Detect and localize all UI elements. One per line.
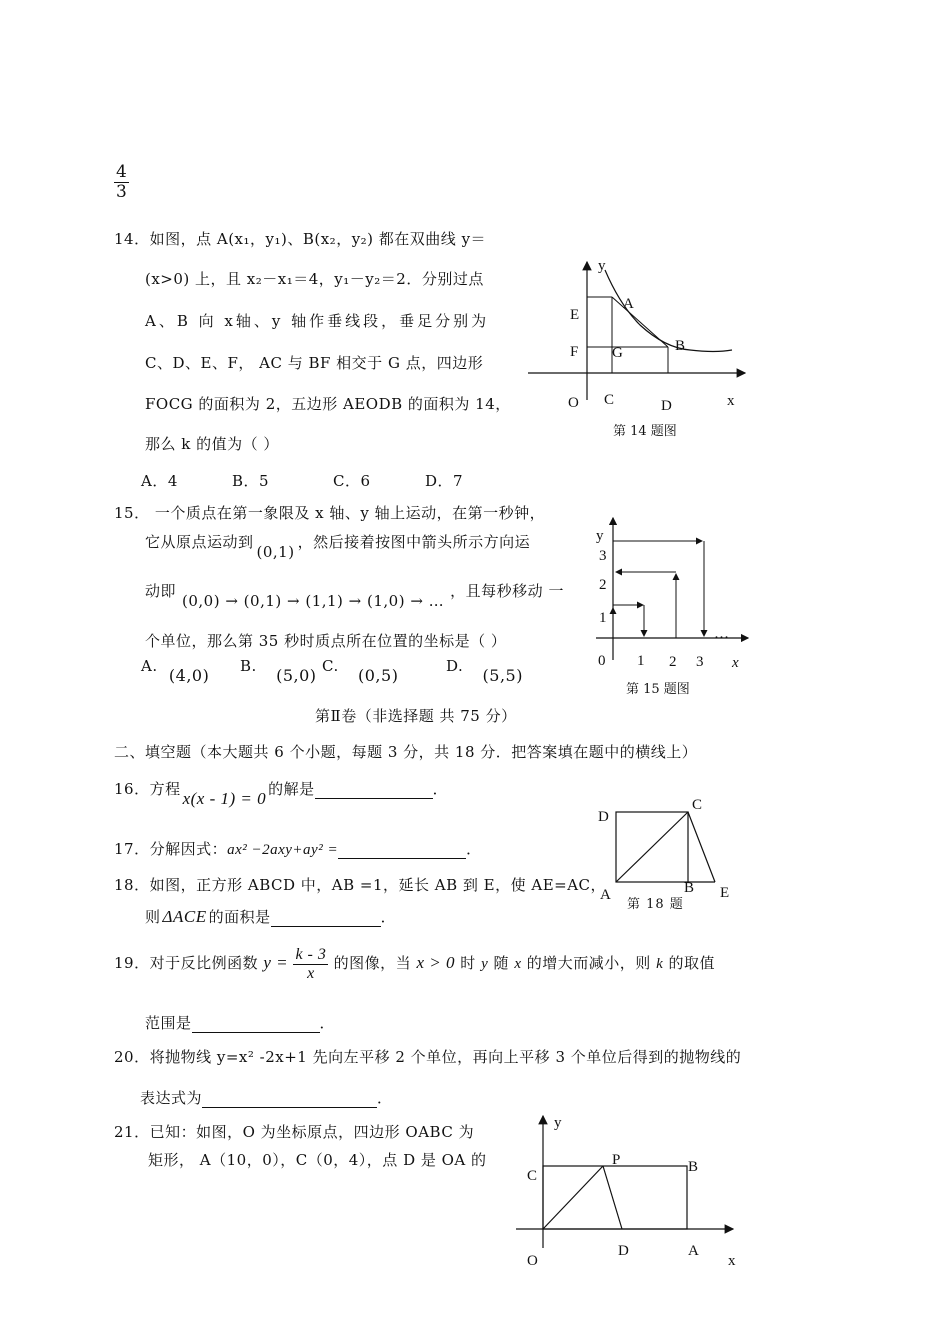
q14-label-a: A: [623, 296, 634, 312]
q14-option-b: B．5: [232, 472, 270, 490]
q18-diagonal-ac: [616, 812, 688, 882]
q14-label-e: E: [570, 307, 580, 323]
q21-line2: 矩形， A（10，0），C（0，4），点 D 是 OA 的: [148, 1151, 487, 1169]
q16-end: ．: [432, 780, 449, 798]
q14-line-ab: [612, 297, 668, 347]
q20-answer-blank[interactable]: [202, 1089, 377, 1108]
q21-line1: 21．已知：如图，O 为坐标原点，四边形 OABC 为: [114, 1123, 475, 1141]
q14-label-y: y: [598, 258, 606, 274]
q17-prefix: 17．分解因式：: [114, 840, 228, 858]
q14-line1: 14．如图，点 A(x₁，y₁)、B(x₂，y₂) 都在双曲线 y＝: [114, 230, 487, 248]
q14-option-c: C．6: [333, 472, 371, 490]
q15-option-d-value: (5,5): [482, 666, 523, 685]
q19-fraction: [293, 946, 328, 982]
section2-title: 第Ⅱ卷（非选择题 共 75 分）: [315, 707, 517, 725]
q15-line2a: 它从原点运动到: [145, 533, 254, 551]
q16-prefix: 16．方程: [114, 780, 181, 798]
q18-label-b: B: [684, 880, 695, 896]
q15-label-t3: 3: [696, 654, 704, 670]
q18-caption: 第 18 题: [627, 897, 684, 912]
q15-option-c-value: (0,5): [358, 666, 399, 685]
q14-line6: 那么 k 的值为（ ）: [145, 435, 279, 453]
q14-label-d: D: [661, 398, 672, 414]
q19-prefix: 19．对于反比例函数: [114, 954, 259, 973]
q18-line-ce: [688, 812, 715, 882]
q18-label-c: C: [692, 797, 703, 813]
q18-label-e: E: [720, 885, 730, 901]
q15-option-b-label: B.: [240, 657, 257, 675]
q15-label-y1: 1: [599, 610, 607, 626]
q15-line1: 15． 一个质点在第一象限及 x 轴、y 轴上运动，在第一秒钟，: [114, 504, 546, 522]
q15-figure: [588, 510, 758, 675]
q15-label-y2: 2: [599, 577, 607, 593]
q19-answer-blank[interactable]: [192, 1014, 320, 1033]
q17-expr: ax² −2axy+ay² =: [227, 842, 339, 858]
q14-option-a: A．4: [141, 472, 178, 490]
q15-path: (0,0) → (0,1) → (1,1) → (1,0) → …: [182, 592, 445, 610]
q15-option-d-label: D.: [446, 657, 464, 675]
q14-caption: 第 14 题图: [613, 424, 677, 439]
q19-mid4: 的增大而减小，则: [526, 954, 651, 973]
q19-mid2: 时: [460, 954, 476, 973]
q21-label-c: C: [527, 1168, 538, 1184]
q14-line4: C、D、E、F， AC 与 BF 相交于 G 点，四边形: [145, 354, 484, 372]
q15-label-o: 0: [598, 653, 606, 669]
q17-end: ．: [466, 840, 482, 858]
q15-option-c-label: C.: [322, 657, 339, 675]
q19-y: y: [481, 956, 489, 973]
q15-option-b-value: (5,0): [276, 666, 317, 685]
q19-func-lhs: y =: [263, 953, 289, 973]
q16: [114, 778, 449, 808]
q17: [114, 838, 482, 859]
q19-mid: 的图像，当: [333, 954, 412, 973]
q19-x: x: [514, 956, 522, 973]
top-fraction-num: 4: [116, 162, 127, 182]
q19-end: ．: [319, 1014, 336, 1032]
q21-line-op: [543, 1166, 603, 1229]
q15-line3b: ，且每秒移动 一: [450, 582, 564, 600]
q21-label-b: B: [688, 1159, 699, 1175]
q18-line2: [145, 906, 396, 927]
q15-label-t1: 1: [637, 653, 645, 669]
q21-label-d: D: [618, 1243, 629, 1259]
q19-den: x: [307, 964, 315, 982]
q14-label-b: B: [675, 338, 686, 354]
q18-end: ．: [380, 908, 397, 926]
q15-option-a-value: (4,0): [168, 666, 210, 685]
q17-answer-blank[interactable]: [338, 840, 466, 859]
q20-line2: [140, 1087, 393, 1108]
q18-line1: 18．如图，正方形 ABCD 中，AB =1，延长 AB 到 E，使 AE=AC，: [114, 876, 607, 894]
q21-label-x: x: [728, 1253, 736, 1269]
q19-cond: x > 0: [416, 953, 455, 973]
q18-answer-blank[interactable]: [271, 908, 381, 927]
q19-mid5: 的取值: [668, 954, 716, 973]
q14-label-o: O: [568, 395, 579, 411]
q21-figure: [508, 1108, 758, 1273]
q14-label-f: F: [570, 344, 579, 360]
q14-line2: (x>0) 上，且 x₂－x₁＝4，y₁－y₂＝2．分别过点: [145, 270, 484, 288]
q15-caption: 第 15 题图: [626, 682, 690, 697]
q15-line3: [145, 580, 564, 610]
q19-line2-text: 范围是: [145, 1014, 192, 1032]
q19-line1: [114, 946, 715, 982]
q15-label-t2: 2: [669, 654, 677, 670]
q14-label-g: G: [612, 345, 623, 361]
q15-line3a: 动即: [145, 582, 177, 600]
q15-line4: 个单位，那么第 35 秒时质点所在位置的坐标是（ ）: [145, 632, 507, 650]
q15-line2b: ，然后接着按图中箭头所示方向运: [297, 533, 531, 551]
q20-line1: 20．将抛物线 y=x² -2x+1 先向左平移 2 个单位，再向上平移 3 个单位后得到的抛物线的: [114, 1048, 742, 1066]
q19-k: k: [656, 956, 664, 973]
top-fraction: [114, 163, 129, 201]
q15-option-d: [446, 656, 523, 685]
q18-line2a: 则: [145, 908, 161, 926]
q16-answer-blank[interactable]: [315, 780, 433, 799]
q15-option-b: [240, 656, 317, 685]
q15-point01: (0,1): [256, 543, 295, 561]
q21-label-y: y: [554, 1115, 562, 1131]
q19-num: k - 3: [295, 946, 327, 963]
q18-label-d: D: [598, 809, 609, 825]
q15-option-a: [141, 656, 210, 685]
q19-mid3: 随: [493, 954, 510, 973]
q18-triangle: ΔACE: [162, 907, 207, 926]
q21-label-o: O: [527, 1253, 538, 1269]
q19-line2: [145, 1012, 335, 1033]
q21-rectangle: [543, 1166, 687, 1229]
q14-label-c: C: [604, 392, 615, 408]
q15-line2: [145, 531, 531, 561]
q21-line-pd: [603, 1166, 622, 1229]
q15-label-y: y: [596, 528, 604, 544]
q15-label-y3: 3: [599, 548, 607, 564]
q18-label-a: A: [600, 887, 611, 903]
top-fraction-den: 3: [116, 181, 127, 202]
part2-heading: 二、填空题（本大题共 6 个小题，每题 3 分，共 18 分．把答案填在题中的横线上）: [114, 743, 698, 761]
q21-label-p: P: [612, 1152, 621, 1168]
q18-line2b: 的面积是: [208, 908, 271, 926]
q15-label-dots: …: [714, 626, 729, 642]
q15-option-a-label: A.: [141, 657, 158, 675]
q15-label-x: x: [732, 655, 739, 671]
q16-equation: x(x - 1) = 0: [182, 789, 267, 808]
q14-label-x: x: [727, 393, 735, 409]
q20-line2-text: 表达式为: [140, 1089, 203, 1107]
q14-line3: A、B 向 x轴、y 轴作垂线段，垂足分别为: [145, 312, 490, 330]
q14-line5: FOCG 的面积为 2，五边形 AEODB 的面积为 14，: [145, 395, 511, 413]
q21-label-a: A: [688, 1243, 699, 1259]
q16-suffix: 的解是: [268, 780, 315, 798]
q20-end: ．: [377, 1089, 393, 1107]
q14-option-d: D．7: [425, 472, 464, 490]
q15-option-c: [322, 656, 399, 685]
